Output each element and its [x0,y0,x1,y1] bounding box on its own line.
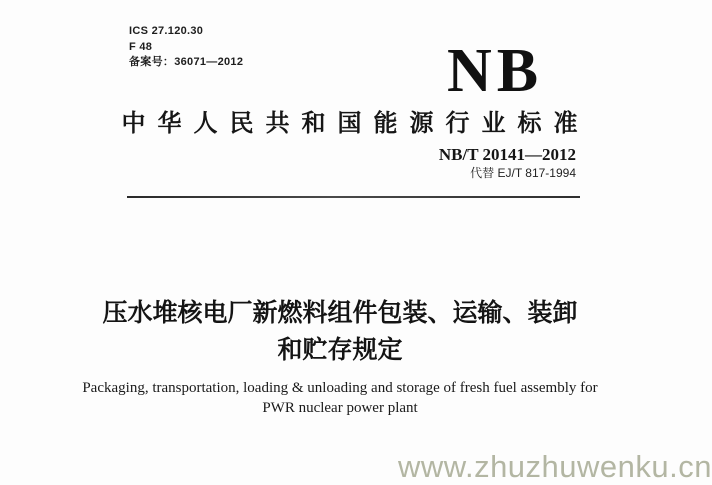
nb-logo: NB [447,37,544,105]
document-title-en [0,379,680,418]
document-title-cn-line2: 和贮存规定 [277,336,403,364]
standard-number-block [439,146,576,180]
standard-number: NB/T 20141—2012 [438,145,576,164]
document-title-en-line2: PWR nuclear power plant [262,399,418,416]
ics-code: ICS 27.120.30 [129,25,204,37]
divider-rule [127,196,580,198]
watermark: www.zhuzhuwenku.cn [398,449,712,484]
replaces-note: 代替 EJ/T 817-1994 [470,166,576,180]
filing-meta-block [129,24,243,71]
record-number: 备案号：36071—2012 [129,56,244,68]
document-title-cn-line1: 压水堆核电厂新燃料组件包装、运输、装卸 [102,299,578,327]
document-title-en-line1: Packaging, transportation, loading & unloading and storage of fresh fuel assembly for [82,380,598,396]
classification-code: F 48 [129,40,153,53]
document-title-cn [0,295,680,369]
standard-title: 中华人民共和国能源行业标准 [121,110,590,137]
